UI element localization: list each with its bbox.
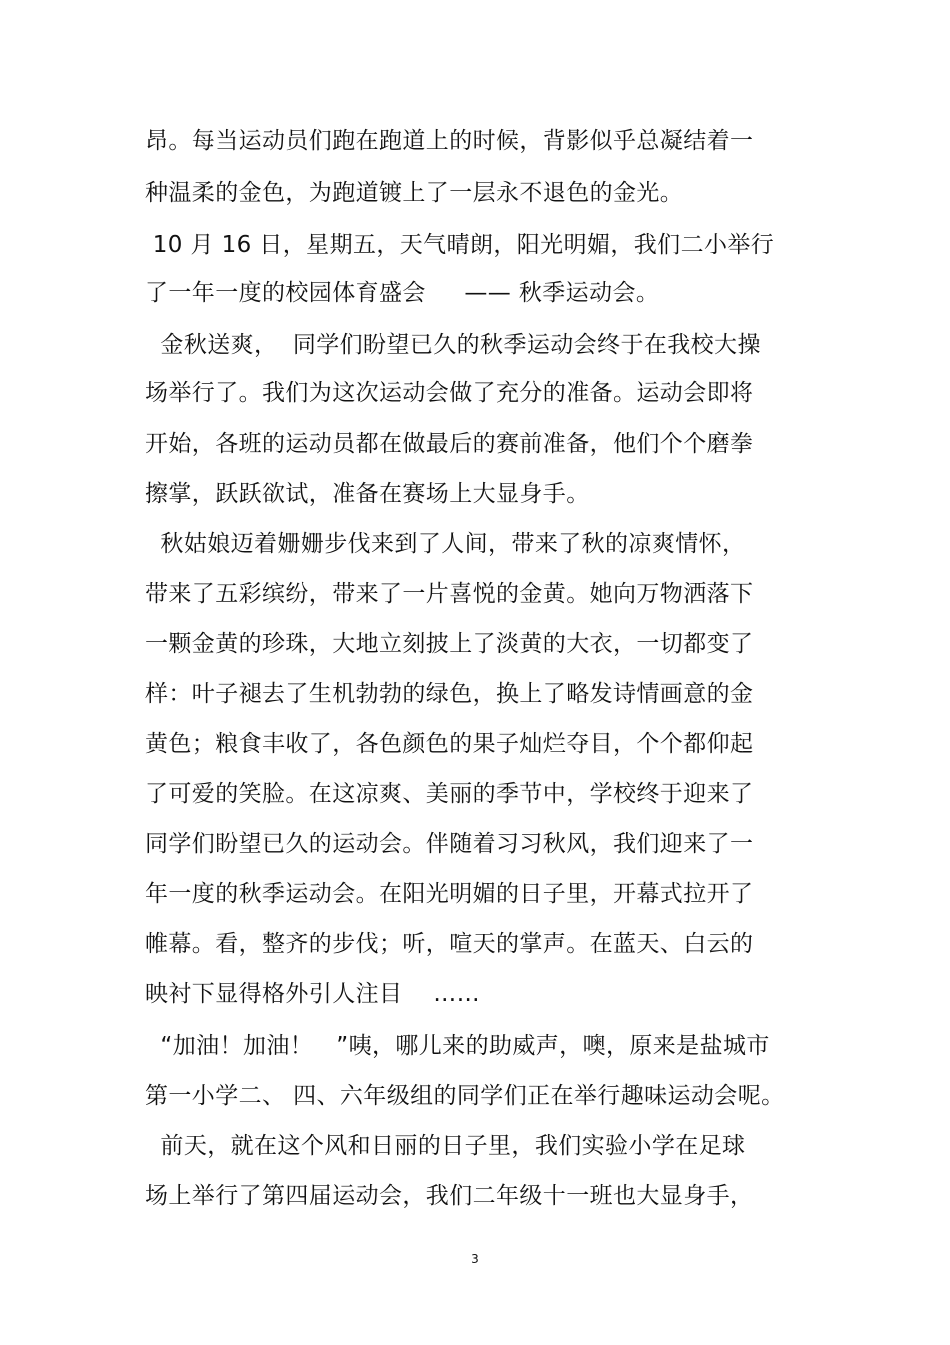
text-line: 同学们盼望已久的运动会。伴随着习习秋风，我们迎来了一 <box>145 831 754 857</box>
text-line: 一颗金黄的珍珠，大地立刻披上了淡黄的大衣，一切都变了 <box>145 631 754 657</box>
text-line: 10 月 16 日，星期五，天气晴朗，阳光明媚，我们二小举行 <box>145 232 775 258</box>
text-line: 带来了五彩缤纷，带来了一片喜悦的金黄。她向万物洒落下 <box>145 581 754 607</box>
text-line: 擦掌，跃跃欲试，准备在赛场上大显身手。 <box>145 481 590 507</box>
text-line: 帷幕。看，整齐的步伐；听，喧天的掌声。在蓝天、白云的 <box>145 931 754 957</box>
text-line: 种温柔的金色，为跑道镀上了一层永不退色的金光。 <box>145 180 684 206</box>
text-line: 场举行了。我们为这次运动会做了充分的准备。运动会即将 <box>145 380 754 406</box>
text-line: 样：叶子褪去了生机勃勃的绿色，换上了略发诗情画意的金 <box>145 681 754 707</box>
text-line: 秋姑娘迈着姗姗步伐来到了人间，带来了秋的凉爽情怀， <box>145 531 746 557</box>
text-line: 了可爱的笑脸。在这凉爽、美丽的季节中，学校终于迎来了 <box>145 781 754 807</box>
text-line: 年一度的秋季运动会。在阳光明媚的日子里，开幕式拉开了 <box>145 881 754 907</box>
text-line: “加油！加油！ ”咦，哪儿来的助威声，噢，原来是盐城市 <box>145 1033 770 1059</box>
text-line: 场上举行了第四届运动会，我们二年级十一班也大显身手， <box>145 1183 754 1209</box>
text-line: 昂。每当运动员们跑在跑道上的时候，背影似乎总凝结着一 <box>145 128 754 154</box>
text-line: 第一小学二、 四、六年级组的同学们正在举行趣味运动会呢。 <box>145 1083 785 1109</box>
text-line: 开始，各班的运动员都在做最后的赛前准备，他们个个磨拳 <box>145 431 754 457</box>
text-line: 金秋送爽， 同学们盼望已久的秋季运动会终于在我校大操 <box>145 332 761 358</box>
text-line: 了一年一度的校园体育盛会 —— 秋季运动会。 <box>145 280 660 306</box>
text-line: 前天，就在这个风和日丽的日子里，我们实验小学在足球 <box>145 1133 746 1159</box>
page-number: 3 <box>471 1252 479 1266</box>
text-line: 黄色；粮食丰收了，各色颜色的果子灿烂夺目，个个都仰起 <box>145 731 754 757</box>
text-line: 映衬下显得格外引人注目 …… <box>145 981 481 1007</box>
